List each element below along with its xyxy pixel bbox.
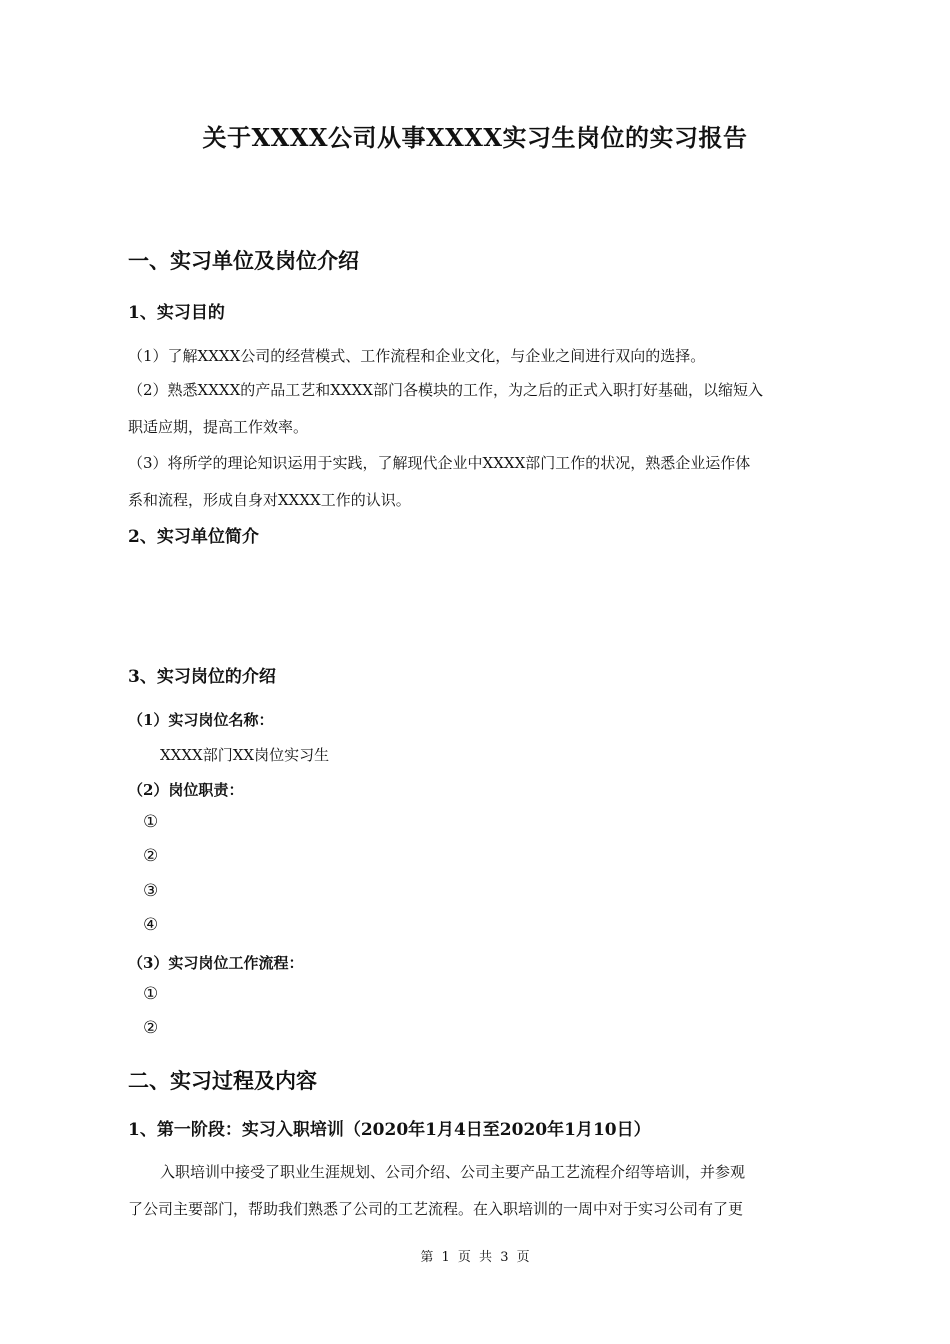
flow-label: （3）实习岗位工作流程： [128, 954, 304, 972]
stage1-line-2: 了公司主要部门，帮助我们熟悉了公司的工艺流程。在入职培训的一周中对于实习公司有了更 [128, 1200, 744, 1218]
page-footer: 第 1 页 共 3 页 [420, 1250, 530, 1265]
stage1-heading: 1、第一阶段：实习入职培训（2020年1月4日至2020年1月10日） [128, 1120, 651, 1140]
duty-item-1: ① [143, 812, 159, 832]
duty-item-2: ② [143, 846, 159, 866]
purpose-line-5: 系和流程，形成自身对XXXX工作的认识。 [128, 491, 411, 509]
position-name-value: XXXX部门XX岗位实习生 [160, 746, 330, 764]
purpose-heading: 1、实习目的 [128, 303, 225, 323]
duty-item-3: ③ [143, 881, 159, 901]
section1-heading: 一、实习单位及岗位介绍 [128, 248, 359, 273]
purpose-line-4: （3）将所学的理论知识运用于实践，了解现代企业中XXXX部门工作的状况，熟悉企业运作体 [128, 454, 751, 472]
position-name-label: （1）实习岗位名称： [128, 711, 274, 729]
purpose-line-3: 职适应期，提高工作效率。 [128, 418, 309, 436]
section2-heading: 二、实习过程及内容 [128, 1068, 317, 1093]
flow-item-1: ① [143, 984, 159, 1004]
duties-label: （2）岗位职责： [128, 781, 244, 799]
flow-item-2: ② [143, 1018, 159, 1038]
purpose-line-1: （1）了解XXXX公司的经营模式、工作流程和企业文化，与企业之间进行双向的选择。 [128, 347, 706, 365]
document-title: 关于XXXX公司从事XXXX实习生岗位的实习报告 [202, 123, 748, 152]
company-heading: 2、实习单位简介 [128, 527, 259, 547]
duty-item-4: ④ [143, 915, 159, 935]
purpose-line-2: （2）熟悉XXXX的产品工艺和XXXX部门各模块的工作，为之后的正式入职打好基础，以缩短入 [128, 381, 763, 399]
stage1-line-1: 入职培训中接受了职业生涯规划、公司介绍、公司主要产品工艺流程介绍等培训，并参观 [160, 1163, 746, 1181]
position-heading: 3、实习岗位的介绍 [128, 667, 276, 687]
